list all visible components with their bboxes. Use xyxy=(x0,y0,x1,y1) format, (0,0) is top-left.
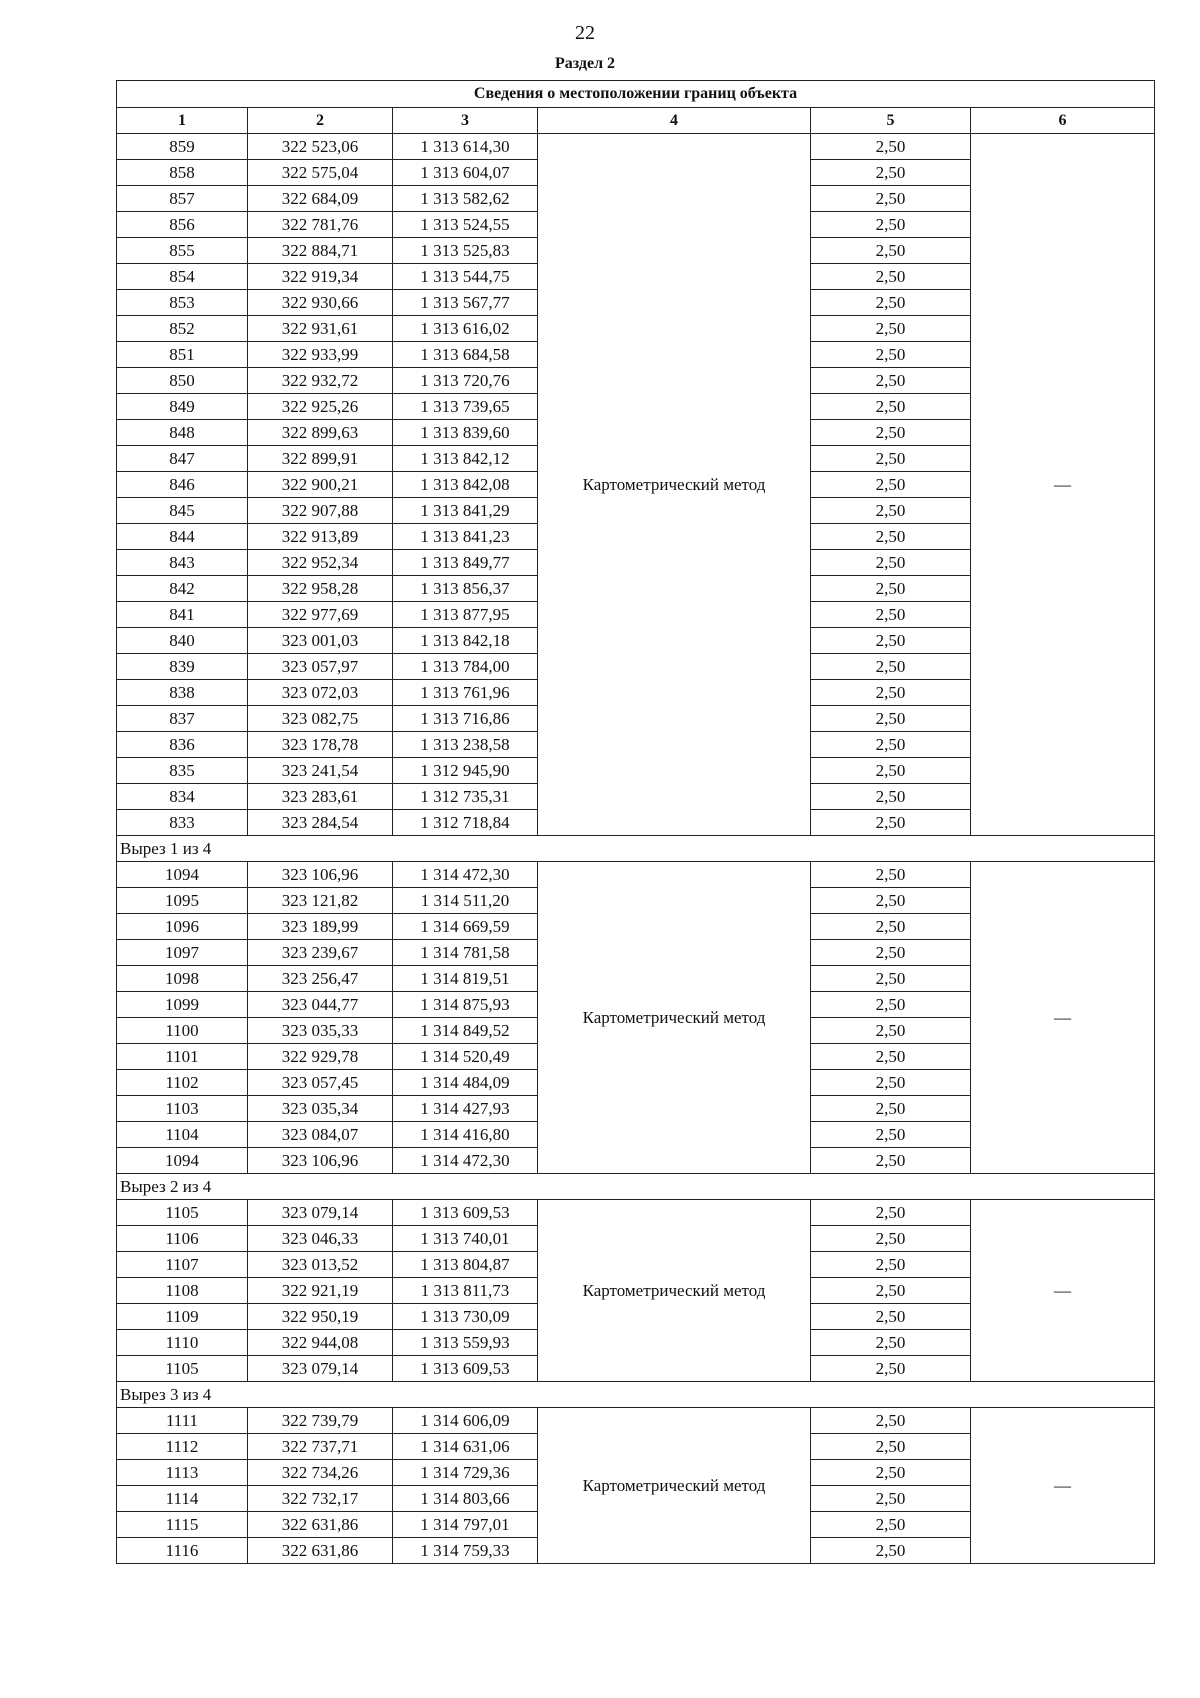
accuracy-cell: 2,50 xyxy=(811,732,971,758)
accuracy-cell: 2,50 xyxy=(811,1304,971,1330)
accuracy-cell: 2,50 xyxy=(811,758,971,784)
point-number-cell: 1096 xyxy=(117,914,248,940)
table-row xyxy=(117,862,1155,888)
point-number-cell: 837 xyxy=(117,706,248,732)
column-number: 1 xyxy=(117,108,248,134)
note-cell: — xyxy=(971,1200,1155,1382)
point-number-cell: 851 xyxy=(117,342,248,368)
point-number-cell: 841 xyxy=(117,602,248,628)
x-coordinate-cell: 323 241,54 xyxy=(248,758,393,784)
point-number-cell: 1113 xyxy=(117,1460,248,1486)
y-coordinate-cell: 1 312 735,31 xyxy=(393,784,538,810)
method-cell: Картометрический метод xyxy=(538,134,811,836)
y-coordinate-cell: 1 314 631,06 xyxy=(393,1434,538,1460)
y-coordinate-cell: 1 313 784,00 xyxy=(393,654,538,680)
note-cell: — xyxy=(971,862,1155,1174)
point-number-cell: 847 xyxy=(117,446,248,472)
point-number-cell: 833 xyxy=(117,810,248,836)
y-coordinate-cell: 1 313 614,30 xyxy=(393,134,538,160)
x-coordinate-cell: 322 921,19 xyxy=(248,1278,393,1304)
point-number-cell: 840 xyxy=(117,628,248,654)
x-coordinate-cell: 323 189,99 xyxy=(248,914,393,940)
accuracy-cell: 2,50 xyxy=(811,186,971,212)
y-coordinate-cell: 1 313 811,73 xyxy=(393,1278,538,1304)
x-coordinate-cell: 322 931,61 xyxy=(248,316,393,342)
point-number-cell: 846 xyxy=(117,472,248,498)
point-number-cell: 1100 xyxy=(117,1018,248,1044)
group-label-row xyxy=(117,836,1155,862)
y-coordinate-cell: 1 313 616,02 xyxy=(393,316,538,342)
y-coordinate-cell: 1 314 797,01 xyxy=(393,1512,538,1538)
point-number-cell: 850 xyxy=(117,368,248,394)
accuracy-cell: 2,50 xyxy=(811,524,971,550)
x-coordinate-cell: 322 523,06 xyxy=(248,134,393,160)
accuracy-cell: 2,50 xyxy=(811,1044,971,1070)
y-coordinate-cell: 1 313 238,58 xyxy=(393,732,538,758)
point-number-cell: 1107 xyxy=(117,1252,248,1278)
y-coordinate-cell: 1 314 472,30 xyxy=(393,1148,538,1174)
x-coordinate-cell: 322 944,08 xyxy=(248,1330,393,1356)
page-number: 22 xyxy=(575,22,595,44)
x-coordinate-cell: 322 919,34 xyxy=(248,264,393,290)
accuracy-cell: 2,50 xyxy=(811,1512,971,1538)
accuracy-cell: 2,50 xyxy=(811,1252,971,1278)
accuracy-cell: 2,50 xyxy=(811,1330,971,1356)
point-number-cell: 1106 xyxy=(117,1226,248,1252)
point-number-cell: 836 xyxy=(117,732,248,758)
y-coordinate-cell: 1 314 669,59 xyxy=(393,914,538,940)
y-coordinate-cell: 1 313 761,96 xyxy=(393,680,538,706)
group-label: Вырез 3 из 4 xyxy=(117,1382,1155,1408)
note-cell: — xyxy=(971,1408,1155,1564)
accuracy-cell: 2,50 xyxy=(811,446,971,472)
y-coordinate-cell: 1 313 856,37 xyxy=(393,576,538,602)
point-number-cell: 1095 xyxy=(117,888,248,914)
point-number-cell: 854 xyxy=(117,264,248,290)
note-cell: — xyxy=(971,134,1155,836)
x-coordinate-cell: 323 239,67 xyxy=(248,940,393,966)
table-body xyxy=(117,134,1155,1564)
column-number: 3 xyxy=(393,108,538,134)
y-coordinate-cell: 1 313 841,29 xyxy=(393,498,538,524)
accuracy-cell: 2,50 xyxy=(811,1200,971,1226)
y-coordinate-cell: 1 314 729,36 xyxy=(393,1460,538,1486)
x-coordinate-cell: 322 884,71 xyxy=(248,238,393,264)
y-coordinate-cell: 1 313 842,08 xyxy=(393,472,538,498)
column-number: 5 xyxy=(811,108,971,134)
point-number-cell: 835 xyxy=(117,758,248,784)
x-coordinate-cell: 323 283,61 xyxy=(248,784,393,810)
y-coordinate-cell: 1 314 484,09 xyxy=(393,1070,538,1096)
accuracy-cell: 2,50 xyxy=(811,1278,971,1304)
x-coordinate-cell: 323 072,03 xyxy=(248,680,393,706)
accuracy-cell: 2,50 xyxy=(811,472,971,498)
column-number: 4 xyxy=(538,108,811,134)
accuracy-cell: 2,50 xyxy=(811,1070,971,1096)
x-coordinate-cell: 322 899,91 xyxy=(248,446,393,472)
y-coordinate-cell: 1 313 604,07 xyxy=(393,160,538,186)
y-coordinate-cell: 1 314 606,09 xyxy=(393,1408,538,1434)
y-coordinate-cell: 1 314 849,52 xyxy=(393,1018,538,1044)
x-coordinate-cell: 322 781,76 xyxy=(248,212,393,238)
x-coordinate-cell: 322 737,71 xyxy=(248,1434,393,1460)
x-coordinate-cell: 323 035,34 xyxy=(248,1096,393,1122)
accuracy-cell: 2,50 xyxy=(811,940,971,966)
accuracy-cell: 2,50 xyxy=(811,966,971,992)
y-coordinate-cell: 1 312 718,84 xyxy=(393,810,538,836)
point-number-cell: 1098 xyxy=(117,966,248,992)
y-coordinate-cell: 1 313 720,76 xyxy=(393,368,538,394)
x-coordinate-cell: 322 739,79 xyxy=(248,1408,393,1434)
accuracy-cell: 2,50 xyxy=(811,1486,971,1512)
x-coordinate-cell: 323 079,14 xyxy=(248,1200,393,1226)
accuracy-cell: 2,50 xyxy=(811,576,971,602)
accuracy-cell: 2,50 xyxy=(811,706,971,732)
y-coordinate-cell: 1 313 524,55 xyxy=(393,212,538,238)
y-coordinate-cell: 1 313 609,53 xyxy=(393,1200,538,1226)
accuracy-cell: 2,50 xyxy=(811,654,971,680)
y-coordinate-cell: 1 313 567,77 xyxy=(393,290,538,316)
point-number-cell: 1110 xyxy=(117,1330,248,1356)
x-coordinate-cell: 323 001,03 xyxy=(248,628,393,654)
group-label: Вырез 1 из 4 xyxy=(117,836,1155,862)
accuracy-cell: 2,50 xyxy=(811,1538,971,1564)
point-number-cell: 857 xyxy=(117,186,248,212)
point-number-cell: 1102 xyxy=(117,1070,248,1096)
x-coordinate-cell: 322 732,17 xyxy=(248,1486,393,1512)
accuracy-cell: 2,50 xyxy=(811,394,971,420)
table-row xyxy=(117,1200,1155,1226)
accuracy-cell: 2,50 xyxy=(811,290,971,316)
point-number-cell: 1105 xyxy=(117,1356,248,1382)
accuracy-cell: 2,50 xyxy=(811,550,971,576)
x-coordinate-cell: 322 575,04 xyxy=(248,160,393,186)
point-number-cell: 1112 xyxy=(117,1434,248,1460)
boundary-table xyxy=(116,80,1155,1564)
y-coordinate-cell: 1 314 803,66 xyxy=(393,1486,538,1512)
point-number-cell: 852 xyxy=(117,316,248,342)
x-coordinate-cell: 322 929,78 xyxy=(248,1044,393,1070)
accuracy-cell: 2,50 xyxy=(811,1460,971,1486)
table-row xyxy=(117,134,1155,160)
accuracy-cell: 2,50 xyxy=(811,342,971,368)
x-coordinate-cell: 322 684,09 xyxy=(248,186,393,212)
y-coordinate-cell: 1 314 819,51 xyxy=(393,966,538,992)
point-number-cell: 859 xyxy=(117,134,248,160)
method-cell: Картометрический метод xyxy=(538,1200,811,1382)
accuracy-cell: 2,50 xyxy=(811,160,971,186)
point-number-cell: 845 xyxy=(117,498,248,524)
x-coordinate-cell: 322 631,86 xyxy=(248,1538,393,1564)
point-number-cell: 856 xyxy=(117,212,248,238)
y-coordinate-cell: 1 313 740,01 xyxy=(393,1226,538,1252)
y-coordinate-cell: 1 312 945,90 xyxy=(393,758,538,784)
y-coordinate-cell: 1 313 525,83 xyxy=(393,238,538,264)
accuracy-cell: 2,50 xyxy=(811,914,971,940)
x-coordinate-cell: 322 899,63 xyxy=(248,420,393,446)
y-coordinate-cell: 1 314 427,93 xyxy=(393,1096,538,1122)
x-coordinate-cell: 322 977,69 xyxy=(248,602,393,628)
accuracy-cell: 2,50 xyxy=(811,134,971,160)
point-number-cell: 848 xyxy=(117,420,248,446)
accuracy-cell: 2,50 xyxy=(811,1018,971,1044)
point-number-cell: 1094 xyxy=(117,1148,248,1174)
y-coordinate-cell: 1 313 877,95 xyxy=(393,602,538,628)
accuracy-cell: 2,50 xyxy=(811,1226,971,1252)
y-coordinate-cell: 1 314 472,30 xyxy=(393,862,538,888)
y-coordinate-cell: 1 313 730,09 xyxy=(393,1304,538,1330)
point-number-cell: 1094 xyxy=(117,862,248,888)
accuracy-cell: 2,50 xyxy=(811,1096,971,1122)
accuracy-cell: 2,50 xyxy=(811,420,971,446)
accuracy-cell: 2,50 xyxy=(811,498,971,524)
x-coordinate-cell: 323 044,77 xyxy=(248,992,393,1018)
group-label-row xyxy=(117,1174,1155,1200)
accuracy-cell: 2,50 xyxy=(811,316,971,342)
section-title: Раздел 2 xyxy=(554,55,616,72)
method-cell: Картометрический метод xyxy=(538,1408,811,1564)
x-coordinate-cell: 322 631,86 xyxy=(248,1512,393,1538)
point-number-cell: 1114 xyxy=(117,1486,248,1512)
point-number-cell: 1105 xyxy=(117,1200,248,1226)
point-number-cell: 838 xyxy=(117,680,248,706)
accuracy-cell: 2,50 xyxy=(811,784,971,810)
y-coordinate-cell: 1 313 842,12 xyxy=(393,446,538,472)
x-coordinate-cell: 323 079,14 xyxy=(248,1356,393,1382)
x-coordinate-cell: 322 930,66 xyxy=(248,290,393,316)
boundary-table-container xyxy=(116,80,1154,1564)
x-coordinate-cell: 322 952,34 xyxy=(248,550,393,576)
accuracy-cell: 2,50 xyxy=(811,628,971,654)
accuracy-cell: 2,50 xyxy=(811,1356,971,1382)
group-label: Вырез 2 из 4 xyxy=(117,1174,1155,1200)
x-coordinate-cell: 322 913,89 xyxy=(248,524,393,550)
accuracy-cell: 2,50 xyxy=(811,368,971,394)
point-number-cell: 855 xyxy=(117,238,248,264)
accuracy-cell: 2,50 xyxy=(811,1434,971,1460)
y-coordinate-cell: 1 313 839,60 xyxy=(393,420,538,446)
point-number-cell: 1103 xyxy=(117,1096,248,1122)
point-number-cell: 1099 xyxy=(117,992,248,1018)
y-coordinate-cell: 1 313 582,62 xyxy=(393,186,538,212)
y-coordinate-cell: 1 313 559,93 xyxy=(393,1330,538,1356)
x-coordinate-cell: 323 106,96 xyxy=(248,862,393,888)
point-number-cell: 842 xyxy=(117,576,248,602)
x-coordinate-cell: 322 932,72 xyxy=(248,368,393,394)
group-label-row xyxy=(117,1382,1155,1408)
x-coordinate-cell: 323 046,33 xyxy=(248,1226,393,1252)
x-coordinate-cell: 322 925,26 xyxy=(248,394,393,420)
point-number-cell: 1104 xyxy=(117,1122,248,1148)
accuracy-cell: 2,50 xyxy=(811,602,971,628)
point-number-cell: 1109 xyxy=(117,1304,248,1330)
accuracy-cell: 2,50 xyxy=(811,264,971,290)
point-number-cell: 839 xyxy=(117,654,248,680)
point-number-cell: 849 xyxy=(117,394,248,420)
accuracy-cell: 2,50 xyxy=(811,1148,971,1174)
point-number-cell: 858 xyxy=(117,160,248,186)
accuracy-cell: 2,50 xyxy=(811,992,971,1018)
point-number-cell: 1101 xyxy=(117,1044,248,1070)
y-coordinate-cell: 1 313 841,23 xyxy=(393,524,538,550)
y-coordinate-cell: 1 313 684,58 xyxy=(393,342,538,368)
y-coordinate-cell: 1 314 416,80 xyxy=(393,1122,538,1148)
column-number: 6 xyxy=(971,108,1155,134)
y-coordinate-cell: 1 313 716,86 xyxy=(393,706,538,732)
accuracy-cell: 2,50 xyxy=(811,888,971,914)
column-number-row xyxy=(117,108,1155,134)
x-coordinate-cell: 322 950,19 xyxy=(248,1304,393,1330)
x-coordinate-cell: 323 084,07 xyxy=(248,1122,393,1148)
y-coordinate-cell: 1 313 609,53 xyxy=(393,1356,538,1382)
y-coordinate-cell: 1 313 804,87 xyxy=(393,1252,538,1278)
x-coordinate-cell: 323 035,33 xyxy=(248,1018,393,1044)
point-number-cell: 1116 xyxy=(117,1538,248,1564)
y-coordinate-cell: 1 314 759,33 xyxy=(393,1538,538,1564)
y-coordinate-cell: 1 313 739,65 xyxy=(393,394,538,420)
accuracy-cell: 2,50 xyxy=(811,1122,971,1148)
method-cell: Картометрический метод xyxy=(538,862,811,1174)
point-number-cell: 843 xyxy=(117,550,248,576)
x-coordinate-cell: 323 178,78 xyxy=(248,732,393,758)
x-coordinate-cell: 322 734,26 xyxy=(248,1460,393,1486)
x-coordinate-cell: 323 057,45 xyxy=(248,1070,393,1096)
y-coordinate-cell: 1 313 544,75 xyxy=(393,264,538,290)
accuracy-cell: 2,50 xyxy=(811,212,971,238)
table-row xyxy=(117,1408,1155,1434)
accuracy-cell: 2,50 xyxy=(811,238,971,264)
point-number-cell: 1111 xyxy=(117,1408,248,1434)
column-number: 2 xyxy=(248,108,393,134)
x-coordinate-cell: 322 958,28 xyxy=(248,576,393,602)
x-coordinate-cell: 323 082,75 xyxy=(248,706,393,732)
point-number-cell: 1115 xyxy=(117,1512,248,1538)
x-coordinate-cell: 323 013,52 xyxy=(248,1252,393,1278)
y-coordinate-cell: 1 313 842,18 xyxy=(393,628,538,654)
table-caption: Сведения о местоположении границ объекта xyxy=(117,81,1155,108)
accuracy-cell: 2,50 xyxy=(811,810,971,836)
y-coordinate-cell: 1 313 849,77 xyxy=(393,550,538,576)
y-coordinate-cell: 1 314 520,49 xyxy=(393,1044,538,1070)
x-coordinate-cell: 323 256,47 xyxy=(248,966,393,992)
x-coordinate-cell: 322 907,88 xyxy=(248,498,393,524)
y-coordinate-cell: 1 314 875,93 xyxy=(393,992,538,1018)
accuracy-cell: 2,50 xyxy=(811,862,971,888)
x-coordinate-cell: 322 900,21 xyxy=(248,472,393,498)
x-coordinate-cell: 323 284,54 xyxy=(248,810,393,836)
accuracy-cell: 2,50 xyxy=(811,1408,971,1434)
y-coordinate-cell: 1 314 781,58 xyxy=(393,940,538,966)
point-number-cell: 1097 xyxy=(117,940,248,966)
y-coordinate-cell: 1 314 511,20 xyxy=(393,888,538,914)
point-number-cell: 1108 xyxy=(117,1278,248,1304)
x-coordinate-cell: 323 121,82 xyxy=(248,888,393,914)
x-coordinate-cell: 323 106,96 xyxy=(248,1148,393,1174)
point-number-cell: 844 xyxy=(117,524,248,550)
point-number-cell: 853 xyxy=(117,290,248,316)
accuracy-cell: 2,50 xyxy=(811,680,971,706)
x-coordinate-cell: 322 933,99 xyxy=(248,342,393,368)
x-coordinate-cell: 323 057,97 xyxy=(248,654,393,680)
point-number-cell: 834 xyxy=(117,784,248,810)
